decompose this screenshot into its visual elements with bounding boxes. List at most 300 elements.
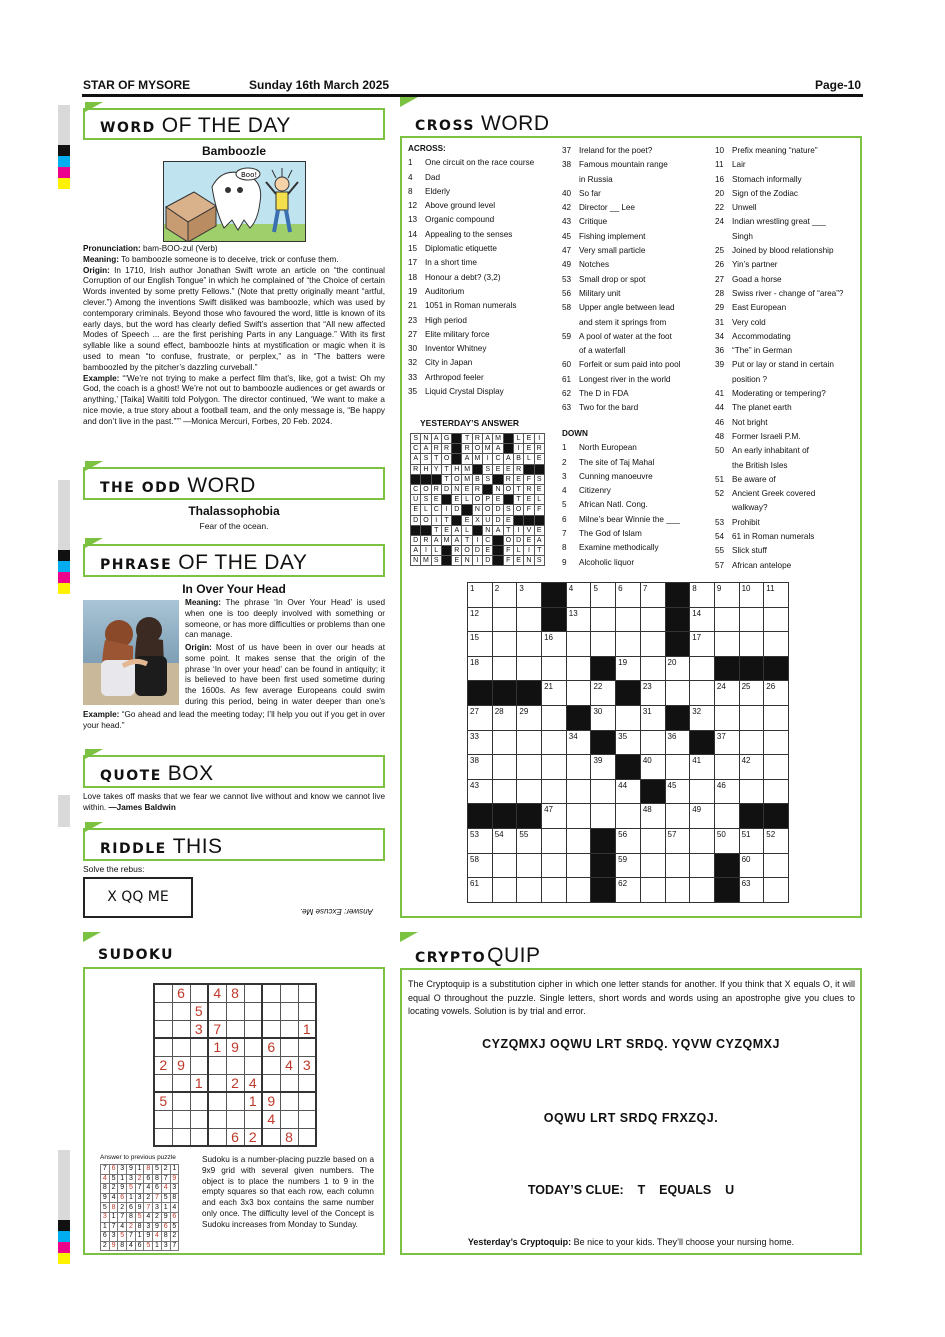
sudoku-cell[interactable] <box>208 1128 226 1146</box>
sudoku-cell[interactable] <box>190 1092 208 1110</box>
answer-cell: R <box>524 484 534 494</box>
crossword-cell[interactable] <box>591 779 616 804</box>
crossword-grid[interactable] <box>467 582 789 903</box>
sudoku-cell[interactable]: 9 <box>226 1038 244 1056</box>
crossword-cell[interactable] <box>517 656 542 681</box>
clue-number: 26 <box>715 260 725 270</box>
crossword-cell[interactable] <box>764 705 789 730</box>
crossword-cell[interactable] <box>739 779 764 804</box>
crossword-cell[interactable] <box>542 755 567 780</box>
sudoku-cell[interactable]: 5 <box>190 1002 208 1020</box>
previous-sudoku-cell: 4 <box>153 1232 162 1242</box>
crossword-cell[interactable] <box>591 632 616 657</box>
sudoku-cell[interactable] <box>190 984 208 1002</box>
crossword-cell[interactable] <box>764 632 789 657</box>
crossword-cell[interactable]: 21 <box>542 681 567 706</box>
sudoku-cell[interactable] <box>208 1110 226 1128</box>
crossword-cell[interactable] <box>492 779 517 804</box>
clue-text: Upper angle between lead <box>579 303 675 313</box>
crossword-cell[interactable] <box>690 853 715 878</box>
sudoku-cell[interactable] <box>262 984 280 1002</box>
crossword-cell[interactable] <box>690 828 715 853</box>
sudoku-cell[interactable] <box>226 1110 244 1128</box>
crossword-cell[interactable] <box>665 878 690 903</box>
crossword-cell[interactable] <box>566 804 591 829</box>
clue <box>562 244 712 258</box>
answer-cell <box>503 444 513 454</box>
sudoku-cell[interactable] <box>154 1002 172 1020</box>
sudoku-cell[interactable]: 1 <box>298 1020 316 1038</box>
crossword-cell[interactable]: 49 <box>690 804 715 829</box>
sudoku-cell[interactable] <box>172 1002 190 1020</box>
sudoku-cell[interactable]: 6 <box>226 1128 244 1146</box>
previous-sudoku-cell: 9 <box>109 1241 118 1251</box>
quote-box-title <box>83 755 385 788</box>
crossword-cell[interactable] <box>714 607 739 632</box>
crossword-cell[interactable] <box>492 656 517 681</box>
crossword-cell[interactable] <box>566 755 591 780</box>
crossword-cell[interactable] <box>517 730 542 755</box>
clue <box>562 158 712 172</box>
sudoku-cell[interactable] <box>190 1128 208 1146</box>
crossword-cell[interactable] <box>764 607 789 632</box>
crossword-cell[interactable]: 8 <box>690 583 715 608</box>
crossword-cell[interactable] <box>714 705 739 730</box>
crossword-cell[interactable]: 61 <box>468 878 493 903</box>
crossword-cell[interactable]: 26 <box>764 681 789 706</box>
crossword-cell[interactable]: 6 <box>616 583 641 608</box>
crossword-cell[interactable]: 51 <box>739 828 764 853</box>
sudoku-cell[interactable]: 1 <box>244 1092 262 1110</box>
crossword-cell[interactable]: 40 <box>640 755 665 780</box>
crossword-cell[interactable]: 42 <box>739 755 764 780</box>
sudoku-cell[interactable] <box>172 1038 190 1056</box>
crossword-cell[interactable]: 24 <box>714 681 739 706</box>
clue-text: Critique <box>579 217 608 227</box>
sudoku-cell[interactable] <box>226 1056 244 1074</box>
sudoku-cell[interactable]: 4 <box>280 1056 298 1074</box>
crossword-cell[interactable]: 63 <box>739 878 764 903</box>
answer-cell: T <box>441 464 451 474</box>
sudoku-cell[interactable]: 3 <box>190 1020 208 1038</box>
crossword-cell[interactable]: 15 <box>468 632 493 657</box>
crossword-cell[interactable] <box>690 779 715 804</box>
crossword-cell[interactable] <box>542 828 567 853</box>
crossword-cell[interactable]: 2 <box>492 583 517 608</box>
sudoku-cell[interactable] <box>298 1092 316 1110</box>
black-square <box>492 804 517 829</box>
previous-sudoku-cell: 8 <box>153 1174 162 1184</box>
clue <box>715 387 860 401</box>
crossword-cell[interactable]: 57 <box>665 828 690 853</box>
clue <box>562 498 712 512</box>
sudoku-cell[interactable]: 8 <box>226 984 244 1002</box>
sudoku-cell[interactable] <box>172 1074 190 1092</box>
answer-cell: N <box>472 505 482 515</box>
crossword-cell[interactable]: 52 <box>764 828 789 853</box>
sudoku-cell[interactable] <box>190 1038 208 1056</box>
previous-sudoku-cell: 8 <box>135 1222 144 1232</box>
sudoku-cell[interactable]: 6 <box>172 984 190 1002</box>
sudoku-cell[interactable] <box>298 1002 316 1020</box>
crossword-cell[interactable]: 27 <box>468 705 493 730</box>
crossword-cell[interactable] <box>492 853 517 878</box>
crossword-cell[interactable] <box>591 607 616 632</box>
clue-text: Elite military force <box>425 329 490 339</box>
previous-sudoku-cell: 3 <box>170 1184 179 1194</box>
answer-cell: S <box>411 434 421 444</box>
clue-number: 42 <box>562 203 572 213</box>
sudoku-cell[interactable]: 8 <box>280 1128 298 1146</box>
crossword-cell[interactable] <box>764 779 789 804</box>
crossword-cell[interactable] <box>640 632 665 657</box>
answer-cell <box>421 474 431 484</box>
black-square <box>542 607 567 632</box>
crossword-cell[interactable]: 41 <box>690 755 715 780</box>
sudoku-cell[interactable]: 2 <box>244 1128 262 1146</box>
sudoku-cell[interactable] <box>154 984 172 1002</box>
black-square <box>468 804 493 829</box>
sudoku-cell[interactable] <box>298 1074 316 1092</box>
crossword-cell[interactable] <box>714 804 739 829</box>
previous-sudoku-cell: 7 <box>153 1193 162 1203</box>
sudoku-cell[interactable] <box>244 1038 262 1056</box>
crossword-cell[interactable]: 22 <box>591 681 616 706</box>
sudoku-cell[interactable] <box>280 1110 298 1128</box>
crossword-cell[interactable] <box>492 730 517 755</box>
crossword-cell[interactable]: 13 <box>566 607 591 632</box>
crossword-cell[interactable]: 62 <box>616 878 641 903</box>
sudoku-cell[interactable] <box>226 1092 244 1110</box>
crossword-cell[interactable]: 9 <box>714 583 739 608</box>
crossword-cell[interactable] <box>640 853 665 878</box>
crossword-cell[interactable] <box>542 730 567 755</box>
crossword-cell[interactable] <box>616 705 641 730</box>
answer-cell <box>493 535 503 545</box>
crossword-cell[interactable]: 10 <box>739 583 764 608</box>
crossword-cell[interactable]: 55 <box>517 828 542 853</box>
black-square <box>591 730 616 755</box>
sudoku-cell[interactable] <box>244 1056 262 1074</box>
answer-cell: E <box>524 444 534 454</box>
crossword-cell[interactable]: 20 <box>665 656 690 681</box>
sudoku-cell[interactable] <box>280 1092 298 1110</box>
crossword-cell[interactable] <box>764 878 789 903</box>
clue-number: 41 <box>715 389 725 399</box>
clue <box>562 330 712 344</box>
sudoku-cell[interactable] <box>244 1020 262 1038</box>
clue-text: in Russia <box>579 174 613 184</box>
sudoku-cell[interactable] <box>190 1110 208 1128</box>
sudoku-cell[interactable]: 9 <box>172 1056 190 1074</box>
crossword-cell[interactable] <box>690 656 715 681</box>
crossword-cell[interactable]: 37 <box>714 730 739 755</box>
crossword-cell[interactable]: 31 <box>640 705 665 730</box>
crossword-cell[interactable] <box>690 878 715 903</box>
crossword-cell[interactable]: 56 <box>616 828 641 853</box>
clue-number: 27 <box>408 329 418 339</box>
title-bold: CRYPTO <box>415 950 487 966</box>
clue <box>715 258 860 272</box>
crossword-cell[interactable]: 3 <box>517 583 542 608</box>
crossword-cell[interactable]: 11 <box>764 583 789 608</box>
sudoku-cell[interactable]: 6 <box>262 1038 280 1056</box>
answer-cell: T <box>441 515 451 525</box>
clue <box>408 385 560 399</box>
crossword-cell[interactable]: 17 <box>690 632 715 657</box>
sudoku-cell[interactable]: 4 <box>262 1110 280 1128</box>
crossword-cell[interactable] <box>492 878 517 903</box>
crossword-cell[interactable] <box>640 730 665 755</box>
crossword-cell[interactable] <box>566 656 591 681</box>
sudoku-cell[interactable]: 9 <box>262 1092 280 1110</box>
sudoku-cell[interactable]: 1 <box>208 1038 226 1056</box>
crossword-cell[interactable]: 30 <box>591 705 616 730</box>
crossword-cell[interactable] <box>714 632 739 657</box>
sudoku-cell[interactable] <box>262 1074 280 1092</box>
black-square <box>566 705 591 730</box>
crossword-cell[interactable]: 35 <box>616 730 641 755</box>
previous-sudoku-cell: 4 <box>101 1174 110 1184</box>
crossword-cell[interactable]: 43 <box>468 779 493 804</box>
answer-cell: L <box>513 434 523 444</box>
crossword-cell[interactable] <box>517 853 542 878</box>
sudoku-cell[interactable]: 4 <box>208 984 226 1002</box>
crossword-cell[interactable]: 18 <box>468 656 493 681</box>
clue-number: 49 <box>562 260 572 270</box>
crossword-cell[interactable]: 23 <box>640 681 665 706</box>
sudoku-cell[interactable] <box>262 1056 280 1074</box>
answer-cell: O <box>472 444 482 454</box>
crossword-cell[interactable] <box>591 804 616 829</box>
crossword-cell[interactable] <box>616 632 641 657</box>
crossword-cell[interactable]: 60 <box>739 853 764 878</box>
sudoku-cell[interactable] <box>226 1002 244 1020</box>
crossword-cell[interactable] <box>640 656 665 681</box>
clue-text: Lair <box>732 160 746 170</box>
crossword-cell[interactable]: 46 <box>714 779 739 804</box>
previous-sudoku-cell: 7 <box>101 1165 110 1175</box>
crossword-cell[interactable]: 33 <box>468 730 493 755</box>
crossword-cell[interactable]: 59 <box>616 853 641 878</box>
sudoku-cell[interactable] <box>226 1020 244 1038</box>
sudoku-cell[interactable] <box>244 1002 262 1020</box>
sudoku-cell[interactable] <box>208 1074 226 1092</box>
crossword-cell[interactable] <box>665 804 690 829</box>
sudoku-cell[interactable] <box>280 1002 298 1020</box>
sudoku-cell[interactable] <box>280 984 298 1002</box>
sudoku-cell[interactable] <box>172 1020 190 1038</box>
clue-number: 32 <box>408 358 418 368</box>
crossword-cell[interactable]: 16 <box>542 632 567 657</box>
sudoku-cell[interactable] <box>298 1110 316 1128</box>
sudoku-cell[interactable] <box>298 1128 316 1146</box>
crossword-cell[interactable]: 47 <box>542 804 567 829</box>
crossword-cell[interactable]: 1 <box>468 583 493 608</box>
clue-text: A pool of water at the foot <box>579 331 672 341</box>
crossword-cell[interactable] <box>665 681 690 706</box>
sudoku-cell[interactable] <box>190 1056 208 1074</box>
clue-text: Examine methodically <box>579 543 659 553</box>
crossword-cell[interactable] <box>542 878 567 903</box>
previous-sudoku-cell: 3 <box>153 1203 162 1213</box>
title-light: BOX <box>167 762 214 785</box>
crossword-cell[interactable] <box>517 779 542 804</box>
cryptoquip-line1: CYZQMXJ OQWU LRT SRDQ. YQVW CYZQMXJ <box>482 1037 780 1051</box>
crossword-cell[interactable] <box>690 681 715 706</box>
down-heading: DOWN <box>562 429 588 438</box>
crossword-cell[interactable] <box>517 755 542 780</box>
sudoku-cell[interactable] <box>280 1038 298 1056</box>
crossword-cell[interactable] <box>640 878 665 903</box>
sudoku-cell[interactable] <box>262 1128 280 1146</box>
crossword-cell[interactable] <box>517 878 542 903</box>
crossword-cell[interactable]: 39 <box>591 755 616 780</box>
crossword-cell[interactable]: 4 <box>566 583 591 608</box>
answer-cell: M <box>462 474 472 484</box>
crossword-cell[interactable] <box>492 607 517 632</box>
sudoku-cell[interactable] <box>154 1020 172 1038</box>
crossword-cell[interactable]: 32 <box>690 705 715 730</box>
previous-sudoku-cell: 8 <box>101 1184 110 1194</box>
sudoku-grid[interactable] <box>153 983 317 1147</box>
crossword-cell[interactable] <box>542 779 567 804</box>
clue-number: 9 <box>562 557 567 567</box>
crossword-cell[interactable] <box>739 632 764 657</box>
sudoku-cell[interactable] <box>280 1074 298 1092</box>
sudoku-cell[interactable] <box>172 1110 190 1128</box>
sudoku-cell[interactable] <box>244 1110 262 1128</box>
sudoku-cell[interactable] <box>298 1038 316 1056</box>
clue-text: Yin’s partner <box>732 260 778 270</box>
sudoku-cell[interactable]: 4 <box>244 1074 262 1092</box>
crossword-cell[interactable] <box>542 705 567 730</box>
crossword-cell[interactable] <box>542 853 567 878</box>
sudoku-cell[interactable]: 1 <box>190 1074 208 1092</box>
sudoku-cell[interactable] <box>298 984 316 1002</box>
crossword-cell[interactable]: 29 <box>517 705 542 730</box>
crossword-cell[interactable] <box>542 656 567 681</box>
previous-sudoku-cell: 7 <box>109 1222 118 1232</box>
answer-cell: T <box>513 495 523 505</box>
clue-text: Organic compound <box>425 215 495 225</box>
crossword-cell[interactable] <box>665 853 690 878</box>
meaning: To bamboozle someone is to deceive, trick or confuse them. <box>118 254 339 264</box>
crossword-cell[interactable] <box>764 730 789 755</box>
crossword-cell[interactable]: 54 <box>492 828 517 853</box>
crossword-cell[interactable]: 12 <box>468 607 493 632</box>
sudoku-cell[interactable] <box>208 1002 226 1020</box>
crossword-cell[interactable]: 14 <box>690 607 715 632</box>
crossword-cell[interactable]: 36 <box>665 730 690 755</box>
sudoku-cell[interactable] <box>208 1056 226 1074</box>
clue-number: 60 <box>562 360 572 370</box>
sudoku-cell[interactable] <box>280 1020 298 1038</box>
crossword-cell[interactable]: 50 <box>714 828 739 853</box>
crossword-cell[interactable] <box>739 705 764 730</box>
clue-text: The site of Taj Mahal <box>579 457 655 467</box>
sudoku-cell[interactable]: 2 <box>154 1056 172 1074</box>
crossword-cell[interactable] <box>714 755 739 780</box>
crossword-cell[interactable] <box>640 828 665 853</box>
crossword-cell[interactable] <box>764 853 789 878</box>
crossword-cell[interactable] <box>566 779 591 804</box>
sudoku-cell[interactable]: 7 <box>208 1020 226 1038</box>
answer-cell: O <box>483 505 493 515</box>
crossword-cell[interactable] <box>764 755 789 780</box>
crossword-cell[interactable]: 45 <box>665 779 690 804</box>
sudoku-cell[interactable] <box>172 1128 190 1146</box>
crossword-cell[interactable]: 58 <box>468 853 493 878</box>
answer-cell: L <box>462 495 472 505</box>
clue <box>408 314 560 328</box>
clue-text: 1051 in Roman numerals <box>425 301 517 311</box>
sudoku-cell[interactable] <box>172 1092 190 1110</box>
answer-cell: F <box>524 474 534 484</box>
answer-cell: A <box>483 434 493 444</box>
crossword-cell[interactable]: 53 <box>468 828 493 853</box>
clue-number <box>715 459 732 473</box>
crossword-cell[interactable] <box>616 804 641 829</box>
crossword-cell[interactable] <box>492 755 517 780</box>
answer-cell: T <box>441 474 451 484</box>
crossword-cell[interactable] <box>640 607 665 632</box>
crossword-cell[interactable]: 5 <box>591 583 616 608</box>
crossword-cell[interactable] <box>616 607 641 632</box>
previous-sudoku-cell: 6 <box>161 1222 170 1232</box>
sudoku-cell[interactable]: 5 <box>154 1092 172 1110</box>
answer-cell <box>472 464 482 474</box>
crossword-cell[interactable] <box>517 632 542 657</box>
clue-number: 8 <box>562 543 567 553</box>
crossword-cell[interactable] <box>566 632 591 657</box>
crossword-cell[interactable] <box>566 681 591 706</box>
sudoku-cell[interactable]: 2 <box>226 1074 244 1092</box>
previous-sudoku-cell: 1 <box>109 1212 118 1222</box>
sudoku-cell[interactable] <box>154 1128 172 1146</box>
crossword-cell[interactable] <box>566 828 591 853</box>
crossword-cell[interactable]: 44 <box>616 779 641 804</box>
sudoku-cell[interactable] <box>208 1092 226 1110</box>
sudoku-cell[interactable] <box>154 1038 172 1056</box>
crossword-cell[interactable] <box>566 878 591 903</box>
crossword-cell[interactable] <box>739 730 764 755</box>
crossword-cell[interactable] <box>566 853 591 878</box>
sudoku-cell[interactable] <box>262 1020 280 1038</box>
crossword-cell[interactable] <box>739 607 764 632</box>
crossword-cell[interactable]: 28 <box>492 705 517 730</box>
crossword-cell[interactable]: 19 <box>616 656 641 681</box>
clue-number: 34 <box>715 331 725 341</box>
black-square <box>665 705 690 730</box>
sudoku-cell[interactable] <box>244 984 262 1002</box>
crossword-cell[interactable]: 48 <box>640 804 665 829</box>
crossword-cell[interactable]: 34 <box>566 730 591 755</box>
crossword-cell[interactable] <box>517 607 542 632</box>
crossword-cell[interactable] <box>665 755 690 780</box>
sudoku-cell[interactable] <box>154 1110 172 1128</box>
crossword-cell[interactable] <box>492 632 517 657</box>
sudoku-cell[interactable] <box>154 1074 172 1092</box>
sudoku-cell[interactable] <box>262 1002 280 1020</box>
previous-sudoku-cell: 2 <box>109 1184 118 1194</box>
crossword-cell[interactable]: 38 <box>468 755 493 780</box>
crossword-cell[interactable]: 7 <box>640 583 665 608</box>
sudoku-cell[interactable]: 3 <box>298 1056 316 1074</box>
previous-sudoku-cell: 4 <box>118 1222 127 1232</box>
answer-cell: E <box>483 546 493 556</box>
crossword-cell[interactable]: 25 <box>739 681 764 706</box>
